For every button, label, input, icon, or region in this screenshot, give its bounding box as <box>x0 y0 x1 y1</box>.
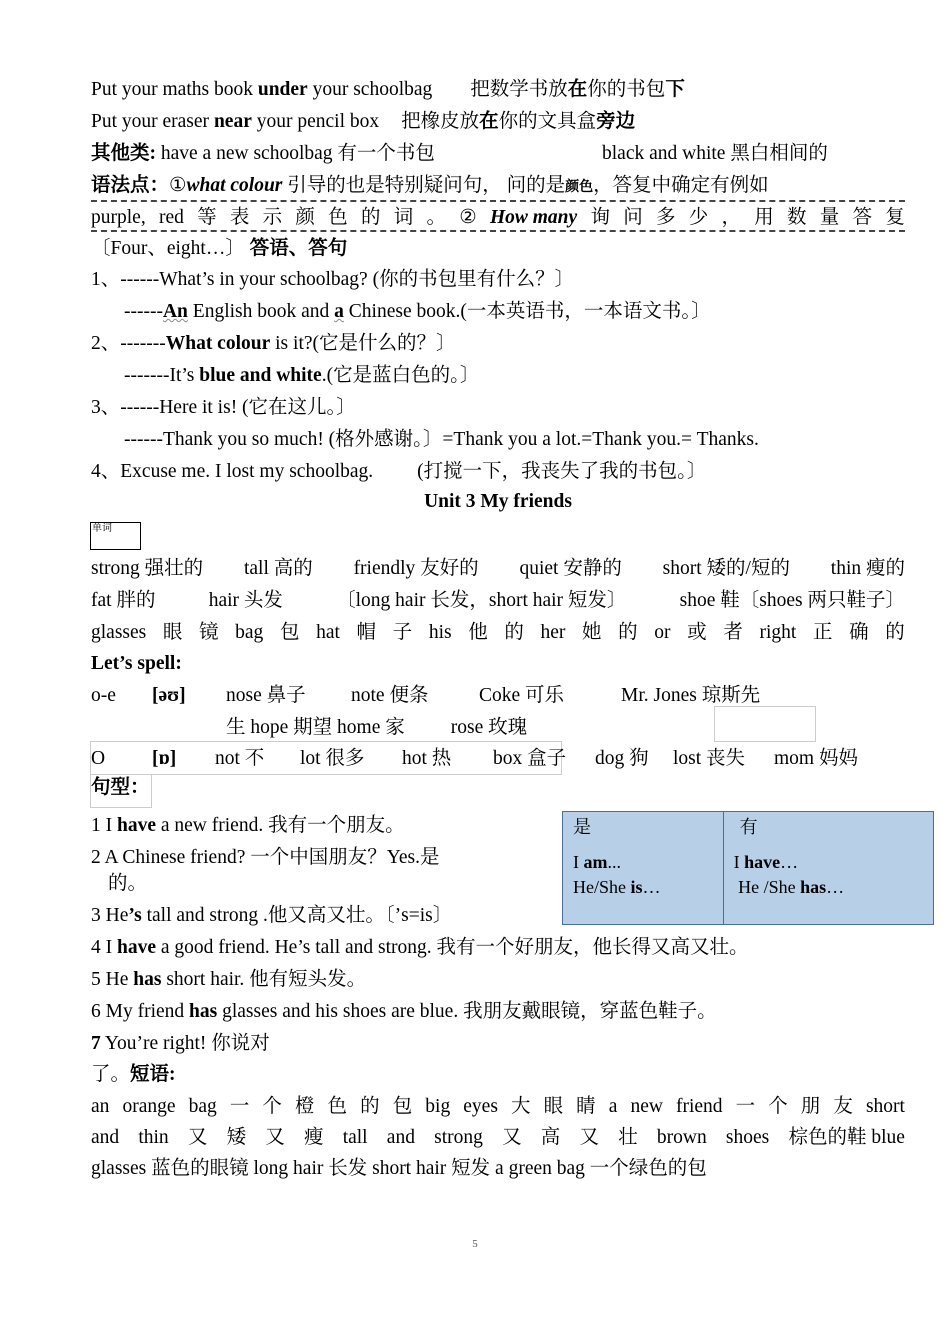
table-col-be: 是 I am... He/She is… <box>563 812 724 924</box>
words-line-3: glasses 眼 镜 bag 包 hat 帽 子 his 他 的 her 她 的 or 或 者 right 正 确 的 <box>91 622 905 643</box>
grammar-point-cont: purple, red 等 表 示 颜 色 的 词 。 ② How many 询 问 多 少 ， 用 数 量 答 复 <box>91 206 905 232</box>
unit-title: Unit 3 My friends <box>424 491 572 512</box>
lets-spell-heading: Let’s spell: <box>91 653 182 674</box>
sentence-under: Put your maths book under your schoolbag 把数学书放在你的书包下 <box>91 79 685 100</box>
words-line-1: strong 强壮的 tall 高的 friendly 友好的 quiet 安静的 short 矮的/短的 thin 瘦的 <box>91 558 905 579</box>
pattern-1: 1 I have a new friend. 我有一个朋友。 <box>91 815 405 836</box>
table-col-have: 有 I have… He /She has… <box>733 817 845 897</box>
dialogue-2q: 2、-------What colour is it?(它是什么的？〕 <box>91 333 456 354</box>
words-label-box: 单词 <box>90 522 141 550</box>
pattern-7: 7 You’re right! 你说对 <box>91 1033 270 1054</box>
dialogue-3a: ------Thank you so much! (格外感谢。〕=Thank you a lot.=Thank you.= Thanks. <box>124 429 759 450</box>
phrases-line-1: an orange bag 一 个 橙 色 的 包 big eyes 大 眼 睛 a new friend 一 个 朋 友 short <box>91 1096 905 1117</box>
dialogue-3q: 3、------Here it is! (它在这儿。〕 <box>91 397 356 418</box>
pattern-5: 5 He has short hair. 他有短头发。 <box>91 969 367 990</box>
sentence-near: Put your eraser near your pencil box 把橡皮放在你的文具盒旁边 <box>91 111 636 132</box>
dialogue-1a: ------An English book and a Chinese book.(一本英语书，一本语文书。〕 <box>124 301 711 322</box>
spell-oe-line-2: 生 hope 期望 home 家 rose 玫瑰 <box>226 717 528 738</box>
empty-frame <box>714 706 816 742</box>
words-line-2: fat 胖的 hair 头发 〔long hair 长发，short hair 短发〕 shoe 鞋〔shoes 两只鞋子〕 <box>91 590 905 611</box>
grammar-point: 语法点：①what colour 引导的也是特别疑问句， 问的是颜色，答复中确定有例如 <box>91 174 905 202</box>
other-phrases: 其他类: have a new schoolbag 有一个书包 black and white 黑白相间的 <box>91 143 828 164</box>
pattern-3: 3 He’s tall and strong .他又高又壮。〔’s=is〕 <box>91 905 453 926</box>
spell-oe-line: o-e [əʊ] nose 鼻子 note 便条 Coke 可乐 Mr. Jones 琼斯先 <box>91 685 761 706</box>
be-have-table <box>562 811 934 925</box>
answers-heading: 〔Four、eight…〕 答语、答句 <box>91 238 348 259</box>
phrases-line-3: glasses 蓝色的眼镜 long hair 长发 short hair 短发 a green bag 一个绿色的包 <box>91 1158 707 1179</box>
dialogue-4: 4、Excuse me. I lost my schoolbag. (打搅一下，我丧失了我的书包。〕 <box>91 461 707 482</box>
dialogue-1q: 1、------What’s in your schoolbag? (你的书包里有什么？〕 <box>91 269 575 290</box>
pattern-6: 6 My friend has glasses and his shoes are blue. 我朋友戴眼镜，穿蓝色鞋子。 <box>91 1001 717 1022</box>
pattern-heading: 句型： <box>91 777 150 798</box>
phrases-heading: 了。短语: <box>91 1064 176 1085</box>
page-number: 5 <box>472 1238 478 1250</box>
phrases-line-2: and thin 又 矮 又 瘦 tall and strong 又 高 又 壮 brown shoes 棕色的鞋 blue <box>91 1127 905 1148</box>
pattern-2-cont: 的。 <box>108 873 148 894</box>
dialogue-2a: -------It’s blue and white.(它是蓝白色的。〕 <box>124 365 480 386</box>
pattern-2: 2 A Chinese friend? 一个中国朋友？Yes.是 <box>91 847 440 868</box>
spell-o-line: O [ɒ] not 不 lot 很多 hot 热 box 盒子 dog 狗 lost 丧失 mom 妈妈 <box>91 748 858 769</box>
pattern-4: 4 I have a good friend. He’s tall and strong. 我有一个好朋友，他长得又高又壮。 <box>91 937 749 958</box>
